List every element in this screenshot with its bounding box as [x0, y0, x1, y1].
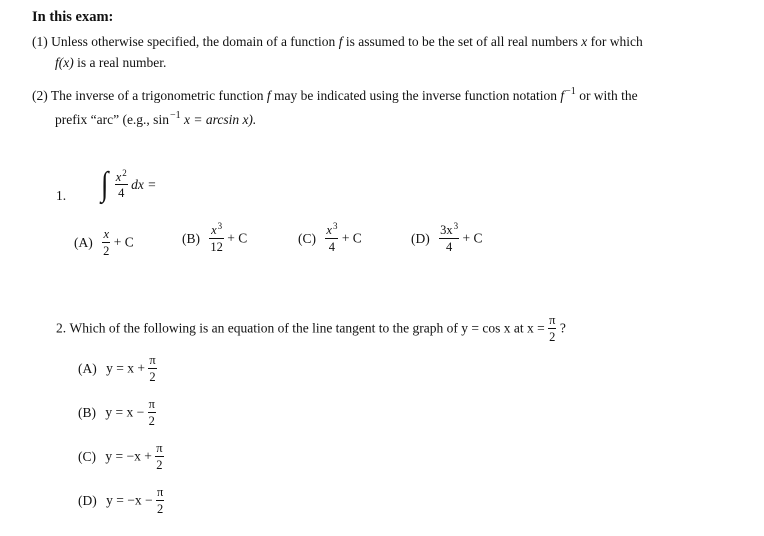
q1-integrand: [115, 167, 128, 200]
choice-fraction: [439, 221, 459, 254]
q2-stem: [56, 314, 566, 343]
note-2-finv: f: [560, 88, 565, 103]
choice-expr: y = x +: [106, 360, 145, 376]
choice-label: (A): [74, 234, 93, 250]
q1-choice-c[interactable]: [298, 221, 362, 254]
q1-integrand-exp: 2: [122, 167, 127, 178]
choice-den: 2: [157, 501, 164, 516]
choice-expr: y = −x −: [106, 492, 153, 508]
choice-den: 2: [149, 369, 156, 384]
choice-den: 2: [148, 413, 155, 428]
note-1-f: f: [338, 34, 343, 49]
q2-frac-den: 2: [549, 329, 556, 344]
q2-choice-b[interactable]: [78, 398, 156, 427]
note-1-number: (1): [32, 34, 48, 49]
choice-num: π: [149, 353, 156, 367]
q2-fraction: [548, 314, 556, 343]
choice-label: (C): [78, 448, 96, 464]
q1-dx: dx =: [131, 177, 157, 192]
choice-fraction: [102, 228, 110, 257]
q1-integrand-num: x: [115, 169, 122, 184]
choice-num: π: [156, 441, 163, 455]
q1-number: 1.: [56, 188, 67, 203]
choice-label: (C): [298, 230, 316, 246]
choice-fraction: [155, 442, 163, 471]
note-2-number: (2): [32, 88, 48, 103]
note-1-fx: f(x): [55, 55, 74, 70]
note-1-x: x: [581, 34, 588, 49]
choice-tail: + C: [113, 234, 134, 250]
note-1-text-b: is assumed to be the set of all real numbers: [345, 34, 578, 49]
choice-num: x: [211, 223, 217, 237]
choice-fraction: [148, 354, 156, 383]
q1-choice-b[interactable]: [182, 221, 248, 254]
note-2-line-1: [32, 88, 638, 104]
q2-question-mark: ?: [559, 320, 566, 336]
choice-den: 12: [210, 239, 223, 254]
note-1-text-a: Unless otherwise specified, the domain of a function: [51, 34, 336, 49]
choice-num: x: [326, 223, 332, 237]
choice-num: π: [148, 397, 155, 411]
choice-label: (B): [182, 230, 200, 246]
q1-integrand-den: 4: [118, 186, 125, 200]
q1-integral: [100, 168, 156, 202]
q2-choice-c[interactable]: [78, 442, 164, 471]
choice-num-exp: 3: [332, 221, 338, 231]
choice-fraction: [148, 398, 156, 427]
choice-fraction: [209, 221, 224, 254]
choice-num-exp: 3: [453, 221, 459, 231]
choice-fraction: [156, 486, 164, 515]
q2-choice-a[interactable]: [78, 354, 157, 383]
choice-label: (B): [78, 404, 96, 420]
note-2-text-a: The inverse of a trigonometric function: [50, 88, 264, 103]
exam-heading: In this exam:: [32, 9, 114, 25]
choice-fraction: [325, 221, 338, 254]
note-2-text-c: or with the: [579, 88, 638, 103]
choice-label: (D): [411, 230, 430, 246]
choice-expr: y = x −: [105, 404, 145, 420]
choice-den: 2: [103, 243, 110, 258]
note-1-text-d: is a real number.: [77, 55, 167, 70]
note-2-line-2: [55, 112, 256, 128]
q2-frac-num: π: [549, 313, 556, 327]
choice-den: 4: [446, 239, 453, 254]
choice-expr: y = −x +: [105, 448, 152, 464]
note-2-exponent-2: −1: [169, 110, 181, 121]
q2-choice-d[interactable]: [78, 486, 164, 515]
choice-tail: + C: [341, 230, 362, 246]
note-2-text-e: x = arcsin x).: [183, 112, 257, 127]
choice-label: (A): [78, 360, 97, 376]
choice-tail: + C: [227, 230, 248, 246]
note-1-line-2: [55, 55, 166, 71]
choice-num: 3x: [440, 223, 453, 237]
choice-tail: + C: [462, 230, 483, 246]
note-2-f: f: [266, 88, 271, 103]
choice-num-exp: 3: [217, 221, 223, 231]
q1-choice-d[interactable]: [411, 221, 483, 254]
choice-label: (D): [78, 492, 97, 508]
q1-choice-a[interactable]: [74, 228, 134, 257]
note-2-exponent: −1: [565, 86, 576, 97]
choice-den: 4: [328, 239, 336, 254]
note-1-line-1: [32, 34, 643, 50]
choice-den: 2: [156, 457, 163, 472]
note-2-text-d: prefix “arc” (e.g., sin: [55, 112, 169, 127]
choice-num: x: [103, 227, 110, 241]
note-2-text-b: may be indicated using the inverse function notation: [273, 88, 558, 103]
note-1-text-c: for which: [590, 34, 643, 49]
q2-text: Which of the following is an equation of the line tangent to the graph of y = cos x at x =: [69, 320, 545, 336]
q2-number: 2.: [56, 320, 67, 336]
integral-sign-icon: ∫: [100, 166, 109, 203]
choice-num: π: [156, 485, 164, 499]
